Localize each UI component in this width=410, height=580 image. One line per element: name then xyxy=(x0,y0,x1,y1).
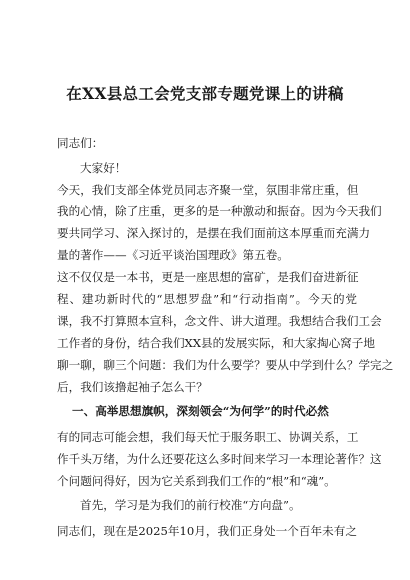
paragraph-2-line-1: 这不仅仅是一本书，更是一座思想的富矿，是我们奋进新征 xyxy=(57,270,359,284)
paragraph-2-line-2: 程、建功新时代的“思想罗盘”和“行动指南”。今天的党 xyxy=(57,292,357,306)
paragraph-3-line-2: 作千头万绪，为什么还要花这么多时间来学习一本理论著作？这 xyxy=(57,452,382,466)
document-body xyxy=(57,0,394,580)
paragraph-2-line-3: 课，我不打算照本宣科，念文件、讲大道理。我想结合我们工会 xyxy=(57,314,382,328)
paragraph-2-line-6: 后，我们该撸起袖子怎么干？ xyxy=(57,380,208,394)
paragraph-1-line-4: 量的著作——《习近平谈治国理政》第五卷。 xyxy=(57,248,289,262)
salutation: 同志们： xyxy=(57,136,104,150)
paragraph-5-line-1: 同志们，现在是2025年10月，我们正身处一个百年未有之 xyxy=(57,524,357,538)
paragraph-1-line-3: 要共同学习、深入探讨的，是摆在我们面前这本厚重而充满力 xyxy=(57,226,371,240)
greeting: 大家好！ xyxy=(80,161,127,175)
paragraph-3-line-3: 个问题问得好，因为它关系到我们工作的“根”和“魂”。 xyxy=(57,474,336,488)
paragraph-2-line-4: 工作者的身份，结合我们XX县的发展实际，和大家掏心窝子地 xyxy=(57,336,375,350)
paragraph-3-line-1: 有的同志可能会想，我们每天忙于服务职工、协调关系，工 xyxy=(57,430,359,444)
paragraph-1-line-1: 今天，我们支部全体党员同志齐聚一堂，氛围非常庄重，但 xyxy=(57,183,359,197)
paragraph-2-line-5: 聊一聊，聊三个问题：我们为什么要学？要从中学到什么？学完之 xyxy=(57,358,394,372)
section-1-heading: 一、高举思想旗帜，深刻领会“为何学”的时代必然 xyxy=(72,404,329,418)
paragraph-1-line-2: 我的心情，除了庄重，更多的是一种激动和振奋。因为今天我们 xyxy=(57,204,382,218)
document-title: 在XX县总工会党支部专题党课上的讲稿 xyxy=(66,84,344,103)
paragraph-4-line-1: 首先，学习是为我们的前行校准“方向盘”。 xyxy=(80,498,301,512)
